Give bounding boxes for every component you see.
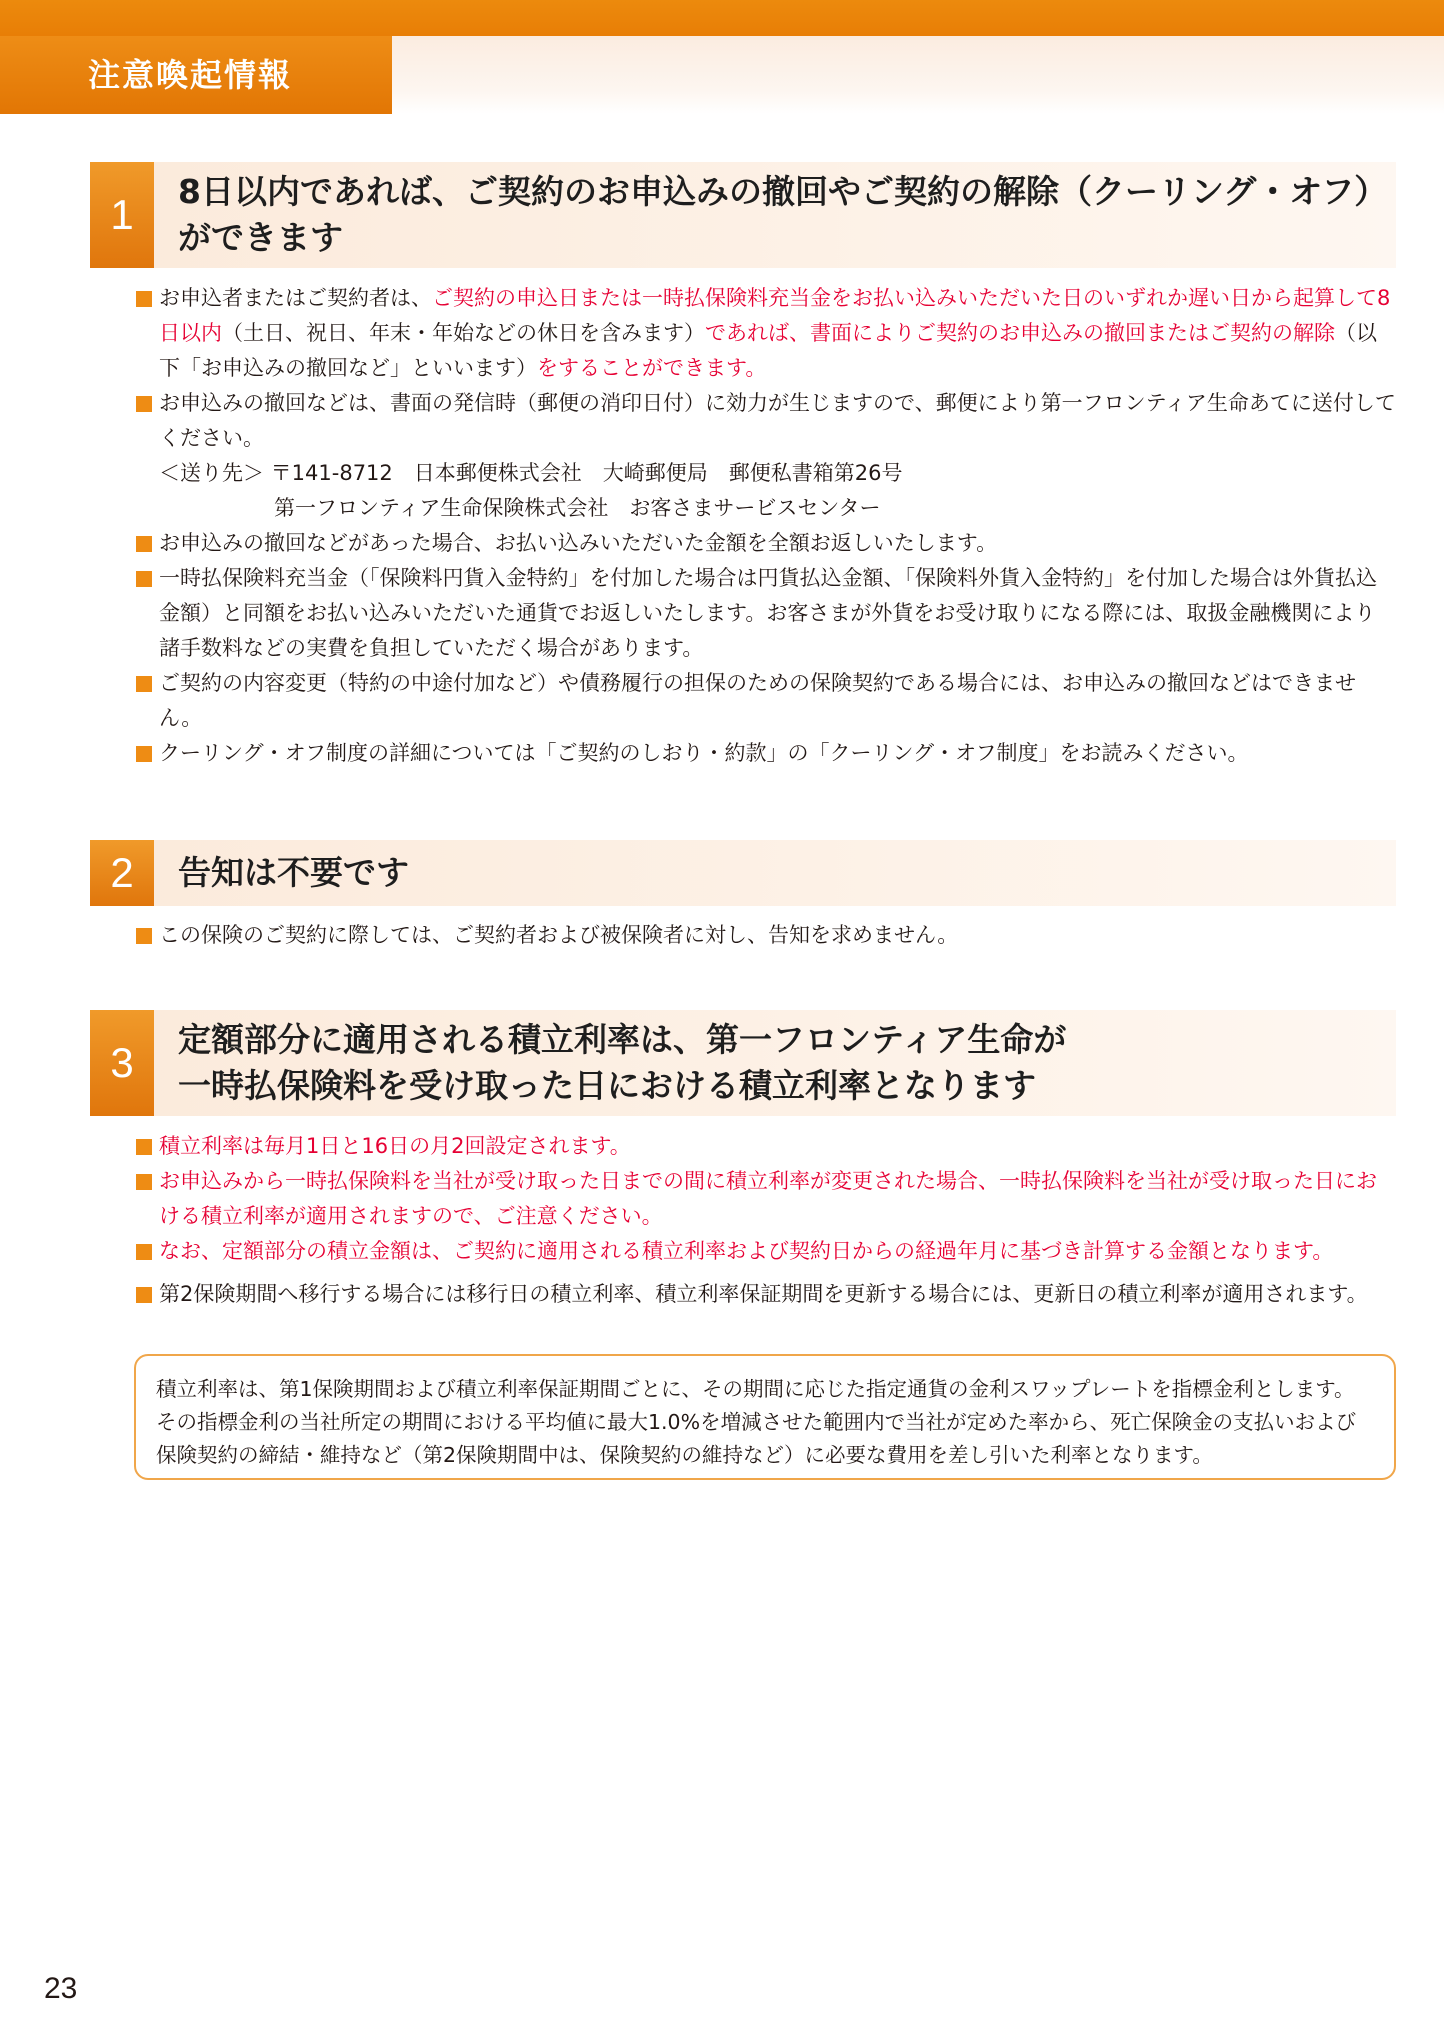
list-item [134,561,1396,666]
item-text-emphasis: をすることができます。 [537,356,767,380]
item-text: 一時払保険料充当金（「保険料円貨入金特約」を付加した場合は円貨払込金額、「保険料外貨入金特約」を付加した場合は外貨払込金額）と同額をお払い込みいただいた通貨でお返しいたします。お客さまが外貨をお受け取りになる際には、取扱金融機関により諸手数料などの実費を負担していただく場合があります。 [159,566,1377,660]
section-3-title-line1: 定額部分に適用される積立利率は、第一フロンティア生命が [178,1020,1067,1059]
item-text: お申込みの撤回などは、書面の発信時（郵便の消印日付）に効力が生じますので、郵便により第一フロンティア生命あてに送付してください。 [159,391,1396,450]
section-1-number: 1 [90,162,154,268]
mailing-address: ＜送り先＞ 〒141-8712 日本郵便株式会社 大崎郵便局 郵便私書箱第26号 [159,461,903,485]
mailing-address-recipient: 第一フロンティア生命保険株式会社 お客さまサービスセンター [274,496,881,520]
item-text-emphasis: ご契約の申込日または一時払保険料充当金をお払い込みいただいた日のいずれか遅い日から起算して8日以内 [159,286,1391,345]
item-text-emphasis: 積立利率は毎月1日と16日の月2回設定されます。 [159,1134,631,1158]
note-text: 積立利率は、第1保険期間および積立利率保証期間ごとに、その期間に応じた指定通貨の金利スワップレートを指標金利とします。その指標金利の当社所定の期間における平均値に最大1.0%を増減させた範囲内で当社が定めた率から、死亡保険金の支払いおよび保険契約の締結・維持など（第2保険期間中は、保険契約の維持など）に必要な費用を差し引いた利率となります。 [156,1377,1357,1467]
bullet-square-icon [136,1244,152,1260]
bullet-square-icon [136,536,152,552]
page-category-title: 注意喚起情報 [0,36,392,114]
bullet-square-icon [136,928,152,944]
item-text: 第2保険期間へ移行する場合には移行日の積立利率、積立利率保証期間を更新する場合には、更新日の積立利率が適用されます。 [159,1282,1368,1306]
section-2-number: 2 [90,840,154,906]
list-item [134,666,1396,736]
item-text: （以下「お申込みの撤回など」といいます） [159,321,1377,380]
top-accent-bar [0,0,1444,36]
bullet-square-icon [136,1174,152,1190]
section-3-heading [90,1010,1396,1116]
list-item [134,281,1396,386]
bullet-square-icon [136,396,152,412]
section-1-heading [90,162,1396,268]
item-text: お申込者またはご契約者は、 [159,286,432,310]
section-2-heading [90,840,1396,906]
item-text: お申込みの撤回などがあった場合、お払い込みいただいた金額を全額お返しいたします。 [159,531,998,555]
list-item [134,736,1396,771]
section-2-body [134,918,1396,953]
list-item [134,526,1396,561]
item-text: （土日、祝日、年末・年始などの休日を含みます） [222,321,705,345]
bullet-square-icon [136,1139,152,1155]
list-item [134,1164,1396,1234]
item-text-emphasis: なお、定額部分の積立金額は、ご契約に適用される積立利率および契約日からの経過年月に基づき計算する金額となります。 [159,1239,1334,1263]
section-1-title-line2: ができます [178,218,343,257]
list-item [134,1234,1396,1269]
bullet-square-icon [136,291,152,307]
section-3-title [178,1017,1376,1109]
page-number: 23 [44,1972,78,2005]
section-3-title-line2: 一時払保険料を受け取った日における積立利率となります [178,1066,1036,1105]
list-item [134,918,1396,953]
bullet-square-icon [136,676,152,692]
bullet-square-icon [136,1287,152,1303]
bullet-square-icon [136,746,152,762]
list-item [134,1129,1396,1164]
item-text: ご契約の内容変更（特約の中途付加など）や債務履行の担保のための保険契約である場合には、お申込みの撤回などはできません。 [159,671,1356,730]
item-text-emphasis: お申込みから一時払保険料を当社が受け取った日までの間に積立利率が変更された場合、一時払保険料を当社が受け取った日における積立利率が適用されますので、ご注意ください。 [159,1169,1377,1228]
bullet-square-icon [136,571,152,587]
section-3-number: 3 [90,1010,154,1116]
item-text-emphasis: であれば、書面によりご契約のお申込みの撤回またはご契約の解除 [705,321,1335,345]
list-item [134,386,1396,456]
item-text: クーリング・オフ制度の詳細については「ご契約のしおり・約款」の「クーリング・オフ制度」をお読みください。 [159,741,1249,765]
item-text: この保険のご契約に際しては、ご契約者および被保険者に対し、告知を求めません。 [159,923,959,947]
section-1-title [178,169,1388,261]
list-item [134,1277,1396,1312]
section-2-title: 告知は不要です [178,853,409,892]
interest-rate-note-box [134,1354,1396,1480]
section-1-body [134,281,1396,771]
section-1-title-line1: 8日以内であれば、ご契約のお申込みの撤回やご契約の解除（クーリング・オフ） [178,172,1388,211]
section-3-body [134,1129,1396,1312]
